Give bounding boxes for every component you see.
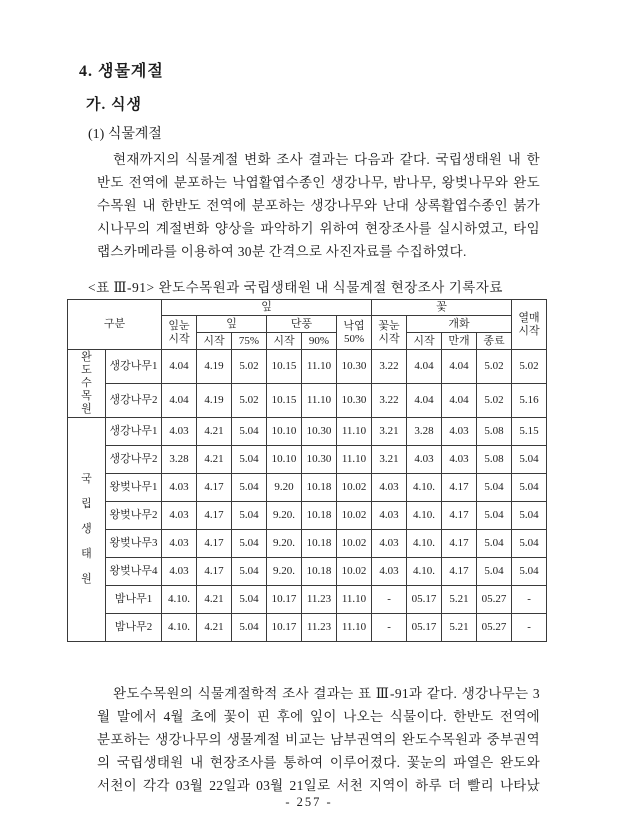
value-cell: 5.04 xyxy=(232,530,267,558)
value-cell: 4.10. xyxy=(407,530,442,558)
section-heading-3: (1) 식물계절 xyxy=(88,127,162,142)
value-cell: 3.28 xyxy=(407,418,442,446)
header-leaf-fall: 낙엽 50% xyxy=(337,316,372,350)
value-cell: 9.20. xyxy=(267,502,302,530)
value-cell: 4.17 xyxy=(442,530,477,558)
header-bloom: 개화 xyxy=(407,316,512,333)
value-cell: - xyxy=(512,614,547,642)
value-cell: 10.10 xyxy=(267,418,302,446)
value-cell: 4.03 xyxy=(372,502,407,530)
value-cell: 11.10 xyxy=(337,418,372,446)
value-cell: 4.17 xyxy=(197,558,232,586)
value-cell: 4.03 xyxy=(407,446,442,474)
table-row xyxy=(68,474,547,502)
row-label: 왕벚나무4 xyxy=(106,558,162,586)
paragraph-line: 의 국립생태원 내 현장조사를 통하여 이루어졌다. 꽃눈의 파열은 완도와 xyxy=(97,755,540,770)
value-cell: 5.15 xyxy=(512,418,547,446)
paragraph-line: 서천이 각각 03월 22일과 03월 21일로 서천 지역이 하루 더 빨리 나타났 xyxy=(97,778,540,793)
value-cell: 5.02 xyxy=(477,350,512,384)
paragraph-1 xyxy=(97,148,540,263)
value-cell: 05.17 xyxy=(407,586,442,614)
header-flowerbud-start: 꽃눈 시작 xyxy=(372,316,407,350)
table-row xyxy=(68,446,547,474)
value-cell: 4.03 xyxy=(442,418,477,446)
value-cell: 4.04 xyxy=(442,384,477,418)
header-gubun: 구분 xyxy=(68,300,162,350)
value-cell: 5.04 xyxy=(512,530,547,558)
paragraph-line: 분포하는 생강나무의 생물계절 비교는 남부권역의 완도수목원과 중부권역 xyxy=(97,732,540,747)
value-cell: 05.17 xyxy=(407,614,442,642)
value-cell: 4.17 xyxy=(442,502,477,530)
value-cell: - xyxy=(372,614,407,642)
value-cell: 5.04 xyxy=(512,502,547,530)
value-cell: 10.15 xyxy=(267,350,302,384)
table-row xyxy=(68,614,547,642)
header-leaf-start: 시작 xyxy=(197,333,232,350)
value-cell: 5.04 xyxy=(232,474,267,502)
value-cell: 5.02 xyxy=(232,384,267,418)
group-label-ecology: 국립생태원 xyxy=(68,418,106,642)
value-cell: 5.04 xyxy=(232,502,267,530)
value-cell: 4.10. xyxy=(407,558,442,586)
table-header-row xyxy=(68,300,547,316)
value-cell: 11.10 xyxy=(302,384,337,418)
value-cell: 10.30 xyxy=(302,418,337,446)
header-leafbud-start: 잎눈 시작 xyxy=(162,316,197,350)
value-cell: 4.10. xyxy=(162,614,197,642)
value-cell: 5.04 xyxy=(477,558,512,586)
row-label: 왕벚나무2 xyxy=(106,502,162,530)
value-cell: 4.03 xyxy=(162,558,197,586)
value-cell: 4.21 xyxy=(197,614,232,642)
header-flower: 꽃 xyxy=(372,300,512,316)
value-cell: 4.19 xyxy=(197,384,232,418)
paragraph-line: 완도수목원의 식물계절학적 조사 결과는 표 Ⅲ-91과 같다. 생강나무는 3 xyxy=(113,686,540,701)
paragraph-2 xyxy=(97,682,540,797)
row-label: 밤나무2 xyxy=(106,614,162,642)
value-cell: 4.17 xyxy=(197,530,232,558)
value-cell: 5.04 xyxy=(232,446,267,474)
table-row xyxy=(68,502,547,530)
value-cell: 5.04 xyxy=(477,530,512,558)
value-cell: 4.04 xyxy=(442,350,477,384)
row-label: 왕벚나무1 xyxy=(106,474,162,502)
value-cell: 10.02 xyxy=(337,558,372,586)
paragraph-line: 랩스카메라를 이용하여 30분 간격으로 사진자료를 수집하였다. xyxy=(97,244,467,259)
value-cell: 11.23 xyxy=(302,614,337,642)
value-cell: 5.21 xyxy=(442,586,477,614)
value-cell: 05.27 xyxy=(477,586,512,614)
header-autumn-start: 시작 xyxy=(267,333,302,350)
value-cell: 9.20 xyxy=(267,474,302,502)
value-cell: 4.10. xyxy=(162,586,197,614)
value-cell: 4.03 xyxy=(442,446,477,474)
value-cell: 4.04 xyxy=(162,384,197,418)
value-cell: 5.04 xyxy=(477,474,512,502)
header-bloom-full: 만개 xyxy=(442,333,477,350)
value-cell: 4.17 xyxy=(442,558,477,586)
value-cell: 4.04 xyxy=(162,350,197,384)
value-cell: 11.10 xyxy=(302,350,337,384)
table-row xyxy=(68,586,547,614)
value-cell: 3.22 xyxy=(372,350,407,384)
value-cell: 5.02 xyxy=(477,384,512,418)
value-cell: 11.10 xyxy=(337,614,372,642)
row-label: 생강나무1 xyxy=(106,350,162,384)
value-cell: 4.17 xyxy=(442,474,477,502)
value-cell: 5.04 xyxy=(232,586,267,614)
page-number: - 257 - xyxy=(285,795,333,809)
section-heading-2: 가. 식생 xyxy=(86,97,142,113)
value-cell: 10.30 xyxy=(337,384,372,418)
value-cell: 10.02 xyxy=(337,474,372,502)
value-cell: 4.17 xyxy=(197,474,232,502)
value-cell: 4.03 xyxy=(162,474,197,502)
value-cell: - xyxy=(512,586,547,614)
value-cell: 5.04 xyxy=(512,474,547,502)
value-cell: 5.08 xyxy=(477,446,512,474)
value-cell: 4.03 xyxy=(162,502,197,530)
value-cell: 5.04 xyxy=(477,502,512,530)
value-cell: 4.03 xyxy=(162,530,197,558)
header-bloom-end: 종료 xyxy=(477,333,512,350)
value-cell: 10.17 xyxy=(267,586,302,614)
value-cell: 4.10. xyxy=(407,502,442,530)
value-cell: 5.21 xyxy=(442,614,477,642)
value-cell: 3.21 xyxy=(372,418,407,446)
row-label: 생강나무1 xyxy=(106,418,162,446)
value-cell: 4.03 xyxy=(372,474,407,502)
paragraph-line: 수목원 내 한반도 전역에 분포하는 생강나무와 난대 상록활엽수종인 붉가 xyxy=(97,198,540,213)
table-row xyxy=(68,384,547,418)
value-cell: 05.27 xyxy=(477,614,512,642)
value-cell: 4.04 xyxy=(407,384,442,418)
value-cell: 11.10 xyxy=(337,446,372,474)
value-cell: 9.20. xyxy=(267,530,302,558)
value-cell: 5.04 xyxy=(512,558,547,586)
group-label-wando: 완도수목원 xyxy=(68,350,106,418)
table-row xyxy=(68,418,547,446)
value-cell: 10.18 xyxy=(302,558,337,586)
value-cell: 10.02 xyxy=(337,502,372,530)
value-cell: 10.10 xyxy=(267,446,302,474)
value-cell: 5.08 xyxy=(477,418,512,446)
value-cell: 4.03 xyxy=(372,558,407,586)
value-cell: 3.28 xyxy=(162,446,197,474)
header-leaf-75: 75% xyxy=(232,333,267,350)
header-autumn-color: 단풍 xyxy=(267,316,337,333)
value-cell: 5.04 xyxy=(232,558,267,586)
table-row xyxy=(68,558,547,586)
value-cell: 10.15 xyxy=(267,384,302,418)
value-cell: 11.23 xyxy=(302,586,337,614)
paragraph-line: 반도 전역에 분포하는 낙엽활엽수종인 생강나무, 밤나무, 왕벚나무와 완도 xyxy=(97,175,540,190)
value-cell: 9.20. xyxy=(267,558,302,586)
value-cell: 10.17 xyxy=(267,614,302,642)
section-heading-1: 4. 생물계절 xyxy=(79,63,164,80)
header-autumn-90: 90% xyxy=(302,333,337,350)
value-cell: 4.10. xyxy=(407,474,442,502)
value-cell: 3.21 xyxy=(372,446,407,474)
table-row xyxy=(68,350,547,384)
value-cell: 4.04 xyxy=(407,350,442,384)
value-cell: 3.22 xyxy=(372,384,407,418)
value-cell: 4.03 xyxy=(162,418,197,446)
value-cell: 4.03 xyxy=(372,530,407,558)
value-cell: 5.02 xyxy=(512,350,547,384)
row-label: 왕벚나무3 xyxy=(106,530,162,558)
header-leaf: 잎 xyxy=(162,300,372,316)
value-cell: 4.21 xyxy=(197,586,232,614)
paragraph-line: 시나무의 계절변화 양상을 파악하기 위하여 현장조사를 실시하였고, 타임 xyxy=(97,221,540,236)
row-label: 밤나무1 xyxy=(106,586,162,614)
header-fruit-start: 열매 시작 xyxy=(512,300,547,350)
value-cell: 4.21 xyxy=(197,446,232,474)
value-cell: 10.18 xyxy=(302,530,337,558)
header-leaf-sub: 잎 xyxy=(197,316,267,333)
table-caption: <표 Ⅲ-91> 완도수목원과 국립생태원 내 식물계절 현장조사 기록자료 xyxy=(88,280,503,295)
phenology-table xyxy=(67,299,547,642)
value-cell: 4.17 xyxy=(197,502,232,530)
value-cell: - xyxy=(372,586,407,614)
value-cell: 10.30 xyxy=(337,350,372,384)
value-cell: 10.30 xyxy=(302,446,337,474)
value-cell: 5.16 xyxy=(512,384,547,418)
paragraph-line: 현재까지의 식물계절 변화 조사 결과는 다음과 같다. 국립생태원 내 한 xyxy=(113,152,540,167)
value-cell: 5.02 xyxy=(232,350,267,384)
paragraph-line: 월 말에서 4월 초에 꽃이 핀 후에 잎이 나오는 식물이다. 한반도 전역에 xyxy=(97,709,540,724)
value-cell: 10.18 xyxy=(302,474,337,502)
row-label: 생강나무2 xyxy=(106,384,162,418)
table-row xyxy=(68,530,547,558)
value-cell: 5.04 xyxy=(232,614,267,642)
value-cell: 10.18 xyxy=(302,502,337,530)
value-cell: 4.21 xyxy=(197,418,232,446)
header-bloom-start: 시작 xyxy=(407,333,442,350)
value-cell: 11.10 xyxy=(337,586,372,614)
row-label: 생강나무2 xyxy=(106,446,162,474)
value-cell: 4.19 xyxy=(197,350,232,384)
value-cell: 10.02 xyxy=(337,530,372,558)
value-cell: 5.04 xyxy=(512,446,547,474)
value-cell: 5.04 xyxy=(232,418,267,446)
